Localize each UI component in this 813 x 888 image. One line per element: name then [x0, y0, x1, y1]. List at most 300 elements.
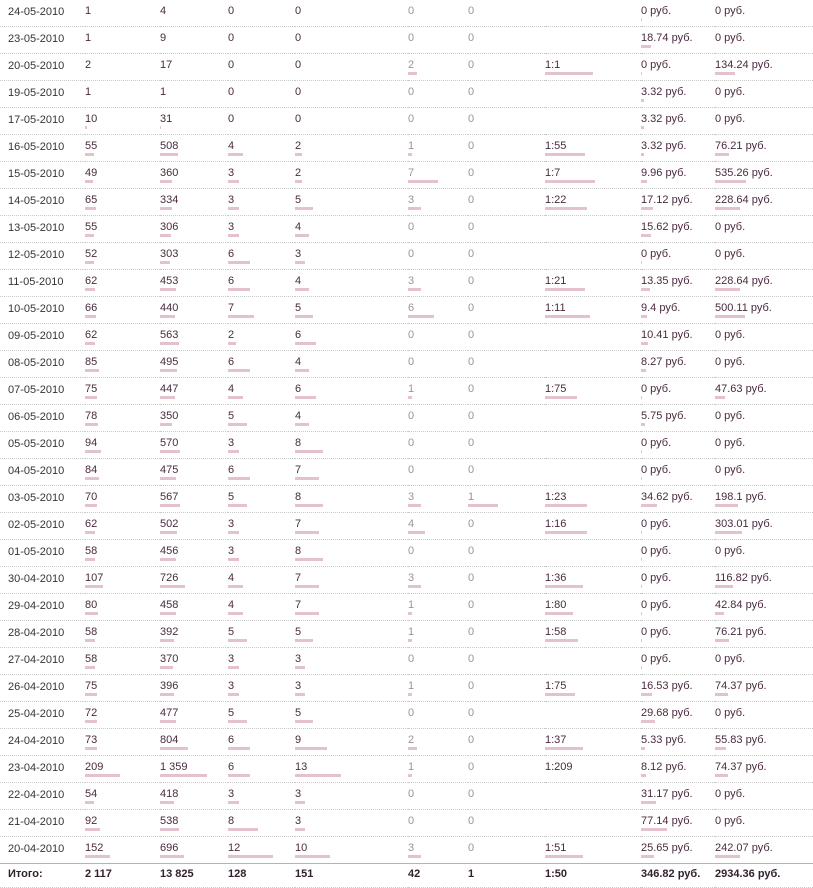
- stat-value[interactable]: 29.68: [641, 707, 669, 720]
- stat-value[interactable]: 1 359: [160, 761, 188, 774]
- stat-value[interactable]: 3.32: [641, 113, 662, 126]
- stat-cell: [85, 243, 160, 270]
- stat-value: 0: [295, 59, 302, 71]
- stat-value[interactable]: 3: [408, 842, 414, 855]
- stat-value[interactable]: 13: [295, 761, 307, 774]
- stat-value[interactable]: 6: [228, 734, 234, 747]
- value-bar: [715, 612, 724, 615]
- stat-value[interactable]: 1:1: [545, 59, 560, 72]
- stat-cell: [641, 81, 715, 108]
- stat-value: 0: [715, 653, 722, 665]
- stat-cell: [160, 189, 228, 216]
- table-row: [0, 405, 813, 432]
- stat-value[interactable]: 58: [85, 626, 97, 639]
- stat-value[interactable]: 7: [295, 599, 301, 612]
- stat-cell: [715, 351, 813, 378]
- stat-value[interactable]: 62: [85, 329, 97, 342]
- stat-value[interactable]: 5: [228, 626, 234, 639]
- stat-value[interactable]: 58: [85, 653, 97, 666]
- stat-value[interactable]: 495: [160, 356, 178, 369]
- stat-value[interactable]: 538: [160, 815, 178, 828]
- stat-value[interactable]: 3: [228, 167, 234, 180]
- currency-label: руб.: [721, 356, 746, 368]
- stat-value[interactable]: 475: [160, 464, 178, 477]
- stat-value[interactable]: 8: [295, 491, 301, 504]
- stat-value[interactable]: 350: [160, 410, 178, 423]
- stat-value[interactable]: 3: [228, 221, 234, 234]
- stat-value[interactable]: 3: [408, 194, 414, 207]
- stat-value[interactable]: 1:23: [545, 491, 566, 504]
- stat-value[interactable]: 7: [295, 572, 301, 585]
- stat-value[interactable]: 1:7: [545, 167, 560, 180]
- stat-value[interactable]: 1:51: [545, 842, 566, 855]
- stat-value[interactable]: 17.12: [641, 194, 669, 207]
- stat-value[interactable]: 6: [228, 356, 234, 369]
- stat-cell: [715, 432, 813, 459]
- stat-value[interactable]: 9: [295, 734, 301, 747]
- stat-cell: [545, 81, 641, 108]
- stat-value[interactable]: 152: [85, 842, 103, 855]
- stat-cell: [641, 621, 715, 648]
- stat-value[interactable]: 74.37: [715, 680, 743, 693]
- stat-value[interactable]: 396: [160, 680, 178, 693]
- stat-value[interactable]: 1:36: [545, 572, 566, 585]
- stat-cell: [715, 837, 813, 864]
- stat-value[interactable]: 500.11: [715, 302, 748, 315]
- value-bar: [408, 180, 438, 183]
- stat-cell: [295, 297, 408, 324]
- stat-value[interactable]: 4: [228, 383, 234, 396]
- stat-value[interactable]: 58: [85, 545, 97, 558]
- stat-value[interactable]: 4: [228, 599, 234, 612]
- stat-value[interactable]: 62: [85, 518, 97, 531]
- stat-value[interactable]: 18.74: [641, 32, 669, 45]
- stat-value[interactable]: 10: [85, 113, 97, 126]
- value-bar: [85, 558, 95, 561]
- stat-value[interactable]: 8: [295, 545, 301, 558]
- stat-cell: [715, 405, 813, 432]
- stat-value[interactable]: 9.4: [641, 302, 656, 315]
- currency-label: руб.: [721, 221, 746, 233]
- date-cell: 02-05-2010: [0, 513, 85, 540]
- stat-value[interactable]: 2: [408, 59, 414, 72]
- stat-value[interactable]: 1:16: [545, 518, 566, 531]
- stat-value[interactable]: 75: [85, 680, 97, 693]
- stat-value[interactable]: 1:22: [545, 194, 566, 207]
- stat-value[interactable]: 1:37: [545, 734, 566, 747]
- stat-cell: [545, 756, 641, 783]
- stat-value[interactable]: 4: [295, 275, 301, 288]
- stat-value[interactable]: 12: [228, 842, 240, 855]
- stat-value[interactable]: 3: [228, 545, 234, 558]
- stat-value[interactable]: 306: [160, 221, 178, 234]
- stat-value[interactable]: 3.32: [641, 140, 662, 153]
- stat-value[interactable]: 72: [85, 707, 97, 720]
- stat-value[interactable]: 16.53: [641, 680, 669, 693]
- stat-cell: [545, 270, 641, 297]
- stat-cell: [408, 783, 468, 810]
- value-bar: [295, 720, 313, 723]
- stat-cell: [295, 0, 408, 27]
- stat-value: 0: [408, 221, 415, 233]
- stat-value[interactable]: 3: [295, 680, 301, 693]
- stat-value[interactable]: 8.27: [641, 356, 662, 369]
- value-bar: [160, 558, 176, 561]
- value-bar: [715, 504, 738, 507]
- stat-value: 0: [468, 194, 475, 206]
- stat-value: 2934.36: [715, 867, 755, 880]
- stat-cell: [545, 216, 641, 243]
- stat-value[interactable]: 31: [160, 113, 172, 126]
- stat-value[interactable]: 5: [295, 707, 301, 720]
- stat-value[interactable]: 73: [85, 734, 97, 747]
- stat-value[interactable]: 1:58: [545, 626, 566, 639]
- stat-value: 13 825: [160, 867, 194, 880]
- stat-cell: [85, 405, 160, 432]
- stat-value[interactable]: 726: [160, 572, 178, 585]
- stat-cell: [85, 756, 160, 783]
- value-bar: [295, 423, 309, 426]
- stat-value[interactable]: 0: [641, 59, 647, 72]
- stat-cell: [545, 351, 641, 378]
- stat-value[interactable]: 31.17: [641, 788, 669, 801]
- stat-value[interactable]: 9.96: [641, 167, 662, 180]
- value-bar: [295, 639, 313, 642]
- stat-value[interactable]: 6: [295, 383, 301, 396]
- value-bar: [715, 531, 742, 534]
- stat-value[interactable]: 1:11: [545, 302, 566, 315]
- stat-cell: [468, 27, 545, 54]
- stat-value: 0: [715, 707, 722, 719]
- stat-cell: [641, 729, 715, 756]
- stat-cell: [85, 81, 160, 108]
- stat-value[interactable]: 1: [408, 626, 414, 639]
- stat-value[interactable]: 1:55: [545, 140, 566, 153]
- table-row: [0, 459, 813, 486]
- stat-cell: [715, 54, 813, 81]
- stat-cell: [468, 837, 545, 864]
- stat-cell: [545, 864, 641, 888]
- stat-value[interactable]: 4: [228, 572, 234, 585]
- stat-cell: [160, 729, 228, 756]
- stat-cell: [295, 594, 408, 621]
- stat-value[interactable]: 5: [228, 410, 234, 423]
- stat-value[interactable]: 0: [641, 626, 647, 639]
- stat-value[interactable]: 116.82: [715, 572, 748, 585]
- stat-value[interactable]: 13.35: [641, 275, 669, 288]
- stat-value[interactable]: 1:75: [545, 680, 566, 693]
- stat-cell: [715, 594, 813, 621]
- stat-value[interactable]: 6: [228, 464, 234, 477]
- stat-value[interactable]: 3: [408, 572, 414, 585]
- stat-value[interactable]: 0: [641, 248, 647, 261]
- currency-label: руб.: [721, 464, 746, 476]
- stat-value[interactable]: 8: [295, 437, 301, 450]
- stat-value[interactable]: 0: [641, 572, 647, 585]
- date-cell: 27-04-2010: [0, 648, 85, 675]
- stat-value[interactable]: 55: [85, 221, 97, 234]
- stat-value[interactable]: 65: [85, 194, 97, 207]
- stat-value[interactable]: 2: [295, 167, 301, 180]
- currency-label: руб.: [742, 734, 767, 746]
- stat-cell: [715, 27, 813, 54]
- stat-value[interactable]: 78: [85, 410, 97, 423]
- stat-cell: [85, 810, 160, 837]
- stat-value[interactable]: 134.24: [715, 59, 749, 72]
- stat-value: 0: [408, 815, 415, 827]
- stat-value[interactable]: 3: [408, 275, 414, 288]
- stat-value[interactable]: 0: [641, 518, 647, 531]
- stat-value[interactable]: 77.14: [641, 815, 669, 828]
- value-bar: [641, 450, 642, 453]
- stat-value[interactable]: 502: [160, 518, 178, 531]
- stat-cell: [545, 675, 641, 702]
- value-bar: [295, 585, 319, 588]
- stat-cell: [228, 270, 295, 297]
- stat-value[interactable]: 447: [160, 383, 178, 396]
- stat-value[interactable]: 0: [641, 545, 647, 558]
- value-bar: [85, 423, 98, 426]
- stat-value[interactable]: 1: [408, 140, 414, 153]
- stat-value[interactable]: 0: [641, 653, 647, 666]
- stat-value[interactable]: 8.12: [641, 761, 662, 774]
- stat-value[interactable]: 4: [408, 518, 414, 531]
- table-row: [0, 189, 813, 216]
- stat-cell: [715, 783, 813, 810]
- stat-cell: [468, 324, 545, 351]
- stat-cell: [641, 162, 715, 189]
- stat-value[interactable]: 804: [160, 734, 178, 747]
- currency-label: руб.: [668, 788, 693, 800]
- stat-value[interactable]: 6: [228, 761, 234, 774]
- stat-value[interactable]: 1:75: [545, 383, 566, 396]
- value-bar: [641, 477, 642, 480]
- stat-value[interactable]: 8: [228, 815, 234, 828]
- stat-value[interactable]: 25.65: [641, 842, 669, 855]
- stat-cell: [295, 810, 408, 837]
- stat-cell: [408, 864, 468, 888]
- stat-value[interactable]: 1: [408, 680, 414, 693]
- stat-value[interactable]: 10: [295, 842, 307, 855]
- stat-value[interactable]: 15.62: [641, 221, 669, 234]
- stat-cell: [408, 0, 468, 27]
- stat-value[interactable]: 47.63: [715, 383, 743, 396]
- stat-cell: [228, 27, 295, 54]
- stat-cell: [641, 810, 715, 837]
- stat-value: 0: [715, 788, 722, 800]
- stat-cell: [545, 702, 641, 729]
- currency-label: руб.: [647, 545, 672, 557]
- currency-label: руб.: [721, 707, 746, 719]
- stat-value[interactable]: 34.62: [641, 491, 669, 504]
- stat-value[interactable]: 4: [295, 356, 301, 369]
- stat-value[interactable]: 228.64: [715, 194, 749, 207]
- stat-value: 0: [468, 599, 475, 611]
- stat-cell: [641, 216, 715, 243]
- stat-value[interactable]: 563: [160, 329, 178, 342]
- stat-value[interactable]: 62: [85, 275, 97, 288]
- stat-value[interactable]: 5: [228, 491, 234, 504]
- stat-value[interactable]: 1:21: [545, 275, 566, 288]
- stat-value[interactable]: 66: [85, 302, 97, 315]
- table-row: [0, 378, 813, 405]
- stat-value[interactable]: 6: [295, 329, 301, 342]
- stat-value[interactable]: 508: [160, 140, 178, 153]
- table-row: [0, 648, 813, 675]
- stat-value[interactable]: 303: [160, 248, 178, 261]
- stat-value[interactable]: 570: [160, 437, 178, 450]
- stat-value[interactable]: 303.01: [715, 518, 749, 531]
- stat-value[interactable]: 76.21: [715, 140, 743, 153]
- stat-value[interactable]: 74.37: [715, 761, 743, 774]
- stat-value[interactable]: 85: [85, 356, 97, 369]
- value-bar: [228, 369, 250, 372]
- stat-value[interactable]: 2: [408, 734, 414, 747]
- date-cell: 13-05-2010: [0, 216, 85, 243]
- stat-value[interactable]: 5: [295, 302, 301, 315]
- stat-value[interactable]: 0: [641, 599, 647, 612]
- stat-cell: [160, 0, 228, 27]
- value-bar: [160, 585, 185, 588]
- currency-label: руб.: [748, 194, 773, 206]
- stat-cell: [228, 540, 295, 567]
- stat-value[interactable]: 198.1: [715, 491, 743, 504]
- stat-value[interactable]: 7: [408, 167, 414, 180]
- stat-value[interactable]: 5.33: [641, 734, 662, 747]
- stat-value[interactable]: 334: [160, 194, 178, 207]
- value-bar: [228, 774, 250, 777]
- stat-value[interactable]: 1: [408, 383, 414, 396]
- value-bar: [545, 504, 587, 507]
- stat-value[interactable]: 7: [228, 302, 234, 315]
- stat-value[interactable]: 3: [295, 788, 301, 801]
- stat-value[interactable]: 456: [160, 545, 178, 558]
- stat-value[interactable]: 2: [228, 329, 234, 342]
- stat-value[interactable]: 392: [160, 626, 178, 639]
- stat-value[interactable]: 209: [85, 761, 103, 774]
- stat-value[interactable]: 76.21: [715, 626, 743, 639]
- value-bar: [85, 450, 101, 453]
- stat-value[interactable]: 49: [85, 167, 97, 180]
- stat-cell: [468, 486, 545, 513]
- currency-label: руб.: [748, 518, 773, 530]
- stat-value[interactable]: 0: [641, 383, 647, 396]
- stat-value: 0: [468, 5, 475, 17]
- stat-value[interactable]: 1:80: [545, 599, 566, 612]
- stat-value: 0: [715, 86, 722, 98]
- table-row: [0, 351, 813, 378]
- stat-value[interactable]: 3.32: [641, 86, 662, 99]
- stat-value[interactable]: 3: [228, 788, 234, 801]
- stat-value[interactable]: 3: [295, 248, 301, 261]
- stat-value[interactable]: 3: [228, 437, 234, 450]
- stat-value[interactable]: 4: [295, 410, 301, 423]
- stat-value[interactable]: 3: [228, 194, 234, 207]
- stat-value[interactable]: 440: [160, 302, 178, 315]
- value-bar: [228, 801, 239, 804]
- stat-value: 0: [715, 113, 722, 125]
- stat-value[interactable]: 4: [228, 140, 234, 153]
- stat-value[interactable]: 1: [468, 491, 474, 504]
- stat-value[interactable]: 3: [228, 653, 234, 666]
- stat-value[interactable]: 418: [160, 788, 178, 801]
- stat-value[interactable]: 75: [85, 383, 97, 396]
- value-bar: [228, 612, 243, 615]
- stat-value[interactable]: 70: [85, 491, 97, 504]
- stat-value[interactable]: 2: [295, 140, 301, 153]
- stat-value[interactable]: 3: [408, 491, 414, 504]
- stat-value[interactable]: 6: [228, 275, 234, 288]
- stat-value[interactable]: 6: [408, 302, 414, 315]
- stat-value[interactable]: 477: [160, 707, 178, 720]
- stat-cell: [228, 297, 295, 324]
- stat-value[interactable]: 10.41: [641, 329, 669, 342]
- stat-value[interactable]: 6: [228, 248, 234, 261]
- stat-value[interactable]: 92: [85, 815, 97, 828]
- stat-value[interactable]: 458: [160, 599, 178, 612]
- stat-value: 0: [408, 248, 415, 260]
- stat-value[interactable]: 54: [85, 788, 97, 801]
- stat-value[interactable]: 4: [295, 221, 301, 234]
- stat-value[interactable]: 84: [85, 464, 97, 477]
- stat-value[interactable]: 5: [295, 626, 301, 639]
- stat-value[interactable]: 5: [295, 194, 301, 207]
- stat-cell: [545, 621, 641, 648]
- stat-value[interactable]: 80: [85, 599, 97, 612]
- stat-value[interactable]: 94: [85, 437, 97, 450]
- value-bar: [545, 531, 587, 534]
- stat-value[interactable]: 5.75: [641, 410, 662, 423]
- value-bar: [641, 72, 642, 75]
- stat-value[interactable]: 52: [85, 248, 97, 261]
- value-bar: [85, 693, 97, 696]
- stat-value[interactable]: 55.83: [715, 734, 743, 747]
- stat-value[interactable]: 3: [228, 680, 234, 693]
- stat-cell: [545, 432, 641, 459]
- stat-value[interactable]: 3: [228, 518, 234, 531]
- stat-value: 0: [468, 356, 475, 368]
- stat-cell: [715, 297, 813, 324]
- stat-value[interactable]: 453: [160, 275, 178, 288]
- stat-value[interactable]: 370: [160, 653, 178, 666]
- stat-value[interactable]: 107: [85, 572, 103, 585]
- stat-value[interactable]: 5: [228, 707, 234, 720]
- stat-value[interactable]: 1: [408, 599, 414, 612]
- stat-value[interactable]: 55: [85, 140, 97, 153]
- stat-value[interactable]: 228.64: [715, 275, 749, 288]
- stat-value[interactable]: 3: [295, 653, 301, 666]
- value-bar: [408, 72, 417, 75]
- stat-value[interactable]: 42.84: [715, 599, 743, 612]
- value-bar: [641, 369, 646, 372]
- stat-value[interactable]: 535.26: [715, 167, 749, 180]
- stat-cell: [408, 405, 468, 432]
- stat-value[interactable]: 696: [160, 842, 178, 855]
- stat-value[interactable]: 7: [295, 464, 301, 477]
- stat-value[interactable]: 1: [408, 761, 414, 774]
- stat-value[interactable]: 7: [295, 518, 301, 531]
- stat-cell: [715, 486, 813, 513]
- stat-value[interactable]: 3: [295, 815, 301, 828]
- stat-value[interactable]: 242.07: [715, 842, 749, 855]
- stat-value: 0: [468, 86, 475, 98]
- stat-value[interactable]: 0: [641, 5, 647, 18]
- stat-value[interactable]: 567: [160, 491, 178, 504]
- stat-cell: [408, 270, 468, 297]
- stat-value[interactable]: 0: [641, 464, 647, 477]
- stat-value[interactable]: 0: [641, 437, 647, 450]
- stat-value[interactable]: 360: [160, 167, 178, 180]
